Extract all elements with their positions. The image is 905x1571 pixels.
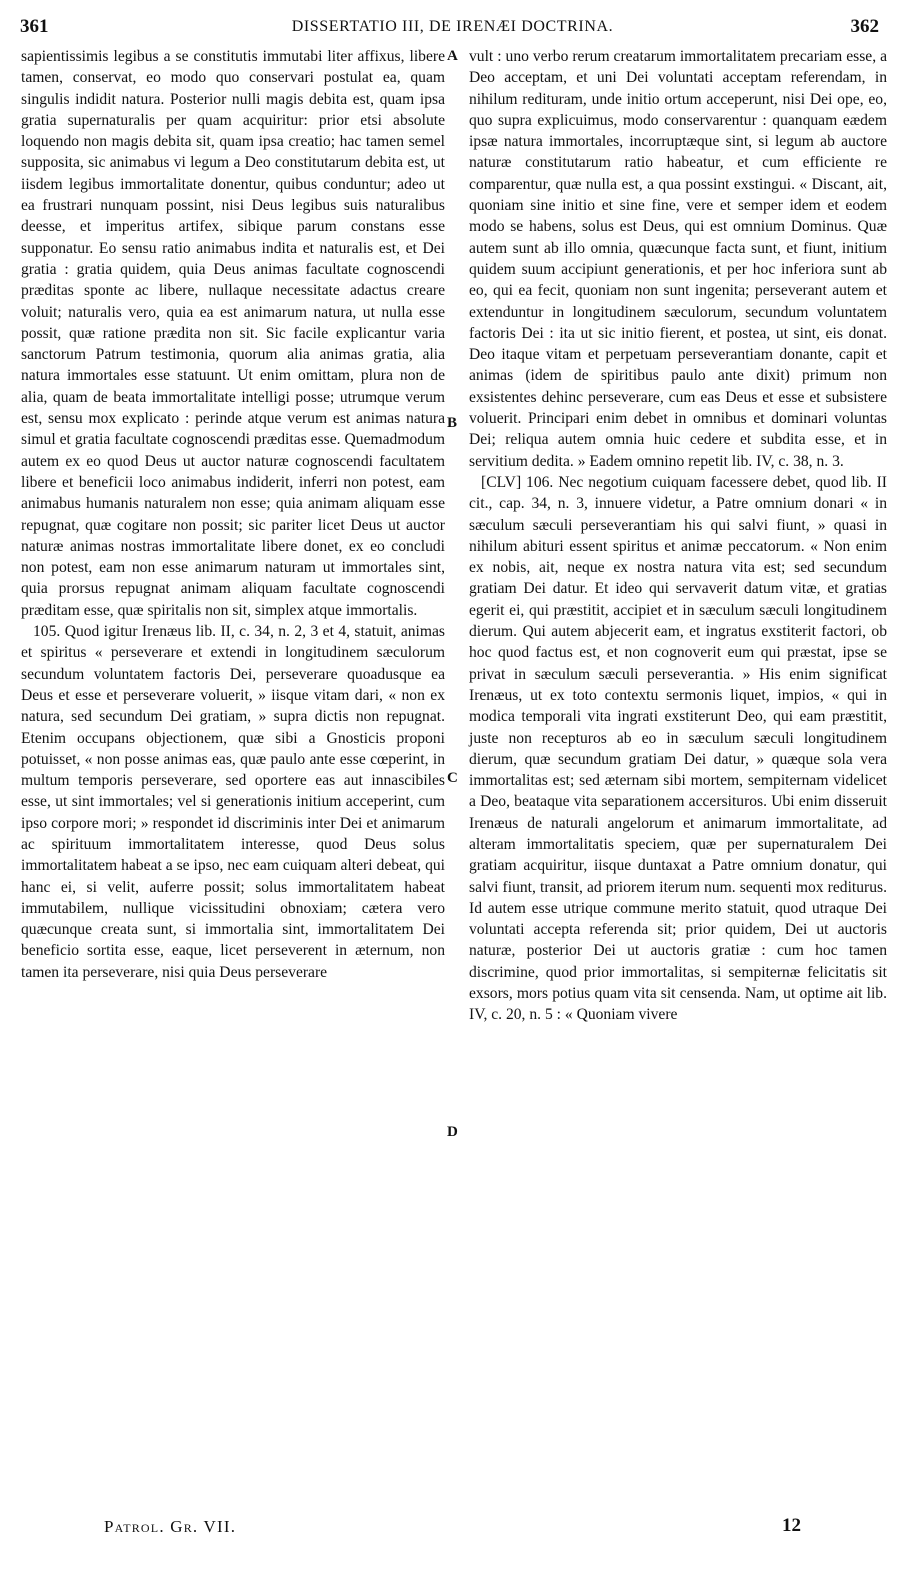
paragraph: [CLV] 106. Nec negotium cuiquam facessere debet, quod lib. II cit., cap. 34, n. 3, innuere videtur, a Patre omnium donari « in sæculum sæculi perseverantiam his qui salvi fiunt, » quasi in nihilum abituri essent spiritus et animæ peccatorum. « Non enim ex nobis, ait, neque ex nostra natura vita est; sed secundum gratiam Dei datur. Et ideo qui servaverit datum vitæ, et gratias egerit ei, qui præstitit, accipiet et in sæculum sæculi longitudinem dierum. Qui autem abjecerit eam, et ingratus exstiterit factori, ob hoc quod factus est, et non cognoverit eum qui præstat, ipse se privat in sæculum sæculi perseverantia. » His enim significat Irenæus, ut ex toto contextu sermonis liquet, impios, « qui in modica temporali vita ingrati exstiterunt Deo, qui eam præstitit, juste non recepturos ab eo in sæculum sæculi longitudinem dierum, quæ secundum gratiam Dei datur, » quæque sola vera immortalitas est; sed æternam sibi mortem, sempiternam videlicet a Deo, beataque vita separationem accersituros. Ubi enim disseruit Irenæus de naturali angelorum et animarum immortalitate, ad alteram immortalitatis speciem, quæ per supernaturalem Dei gratiam acquiritur, iisque duntaxat a Patre omnium donatur, qui salvi fiunt, transit, ad priorem iterum num. sequenti mox rediturus. Id autem esse utrique commune merito statuit, quod utraque Dei voluntati accepta referenda sit; prior quidem, Dei ut auctoris naturæ, posterior Dei ut auctoris gratiæ : cum hoc tamen discrimine, quod prior immortalitas, si sempiternæ felicitatis sit exsors, mors potius quam vita sit censenda. Nam, ut optime ait lib. IV, c. 20, n. 5 : « Quoniam vivere [469,473,887,1024]
margin-marker-b: B [447,415,458,431]
signature-mark: Patrol. Gr. VII. [104,1517,237,1536]
margin-marker-d: D [447,1124,458,1140]
paragraph: vult : uno verbo rerum creatarum immortalitatem precariam esse, a Deo acceptam, et uni Dei voluntati acceptam referendam, in nihilum redituram, unde initio ortum acceperunt, nisi Dei ope, eo, quo supra explicuimus, modo conservarentur : quanquam eædem ipsæ natura immortales, incorruptæque sint, si legum ab auctore naturæ constitutarum ratio habeatur, et cum efficiente re comparentur, quæ nulla est, a qua possint exstingui. « Discant, ait, quoniam sine initio et sine fine, vere et semper idem et eodem modo se habens, solus est Deus, qui est omnium Dominus. Quæ autem sunt ab illo omnia, quæcunque facta sunt, et fiunt, initium quidem suum accipiunt generationis, et per hoc inferiora sunt ab eo, qui ea fecit, quoniam non sunt ingenita; perseverant autem et extenduntur in longitudinem sæculorum, secundum voluntatem factoris Dei : ita ut sic initio fierent, et postea, ut sint, eis donat. Deo itaque vitam et perpetuam perseverantiam donante, capit et animas (idem de spiritibus paulo ante dixit) primum non exsistentes dehinc perseverare, cum eas Deus et esse et subsistere voluerit. Principari enim debet in omnibus et dominari voluntas Dei; reliqua autem omnia huic cedere et subdita esse, et in servitium dedita. » Eadem omnino repetit lib. IV, c. 38, n. 3. [469,48,887,470]
paragraph: sapientissimis legibus a se constitutis immutabi liter affixus, libere tamen, conservat, eo modo quo conservari postulat ea, quam singulis indidit natura. Posterior nulli magis debita est, quam ipsa gratia supernaturalis per quam acquiritur: prior etsi absolute loquendo non magis debita sit, quam ipsa creatio; hac tamen semel supposita, sic animabus vi legum a Deo constitutarum debita est, ut iisdem legibus immortalitate donentur, quibus conduntur; adeo ut ea frustrari nunquam possint, nisi Deus legibus suis naturalibus deesse, et imperitus artifex, sibique parum constans esse supponatur. Eo sensu ratio animabus indita et naturalis est, et Dei gratia : gratia quidem, quia Deus animas facultate cognoscendi præditas sponte ac libere, nullaque necessitate adactus creare voluit; naturalis vero, quia ea est animarum natura, ut nulla esse possit, quæ ratione prædita non sit. Sic facile explicantur varia sanctorum Patrum testimonia, quorum alia animas gratia, alia natura immortales esse statuunt. Ut enim omittam, plura non de alia, quam de beata immortalitate intelligi posse; utrumque verum est, sensu mox explicato : perinde atque verum est animas natura simul et gratia facultate cognoscendi præditas esse. Quemadmodum autem ex eo quod Deus ut auctor naturæ cognoscendi facultatem libere et beneficii loco animabus indiderit, inferri non potest, eam animabus humanis naturalem non esse; quia animam aliquam esse repugnat, quæ cogitare non possit; sic pariter licet Deus ut auctor naturæ animas nostras immortalitate libere donet, ex eo concludi non potest, eam non esse animarum naturam ut immortales sint, quia prorsus repugnat animam aliquam facultate cognoscendi præditam esse, quæ spiritalis non sit, simplex atque immortalis. [21,48,445,619]
margin-marker-a: A [447,48,458,64]
left-column [21,46,445,983]
page-footer [0,1517,905,1547]
right-column [469,46,887,1026]
running-title: DISSERTATIO III, DE IRENÆI DOCTRINA. [291,18,614,35]
page-number-right: 362 [850,16,879,37]
running-head [0,16,905,42]
sheet-number: 12 [782,1515,801,1536]
page-number-left: 361 [20,16,49,37]
paragraph: 105. Quod igitur Irenæus lib. II, c. 34, n. 2, 3 et 4, statuit, animas et spiritus « perseverare et extendi in longitudinem sæculorum secundum voluntatem factoris Dei, perseverare quoadusque ea Deus et esse et perseverare voluerit, » iisque vitam dari, « non ex natura, sed secundum Dei gratiam, » supra dictis non repugnat. Etenim occupans objectionem, quæ sibi a Gnosticis proponi potuisset, « non posse animas eas, quæ paulo ante esse cœperint, in multum temporis perseverare, sed oportere eas aut innascibiles esse, ut sint immortales; vel si generationis initium acceperint, cum ipso corpore mori; » respondet id discriminis inter Dei et animarum ac spirituum immortalitatem interesse, quod Deus solus immortalitatem habeat a se ipso, nec eam cuiquam alteri debeat, qui hanc ei, si velit, auferre possit; solus immortalitatem habeat immutabilem, nullique vicissitudini obnoxiam; cætera vero quæcunque creata sunt, si immortalia sint, immortalitatem Dei beneficio sortita esse, eaque, licet perseverent in æternum, non tamen ita perseverare, nisi quia Deus perseverare [21,623,445,981]
margin-marker-c: C [447,770,458,786]
